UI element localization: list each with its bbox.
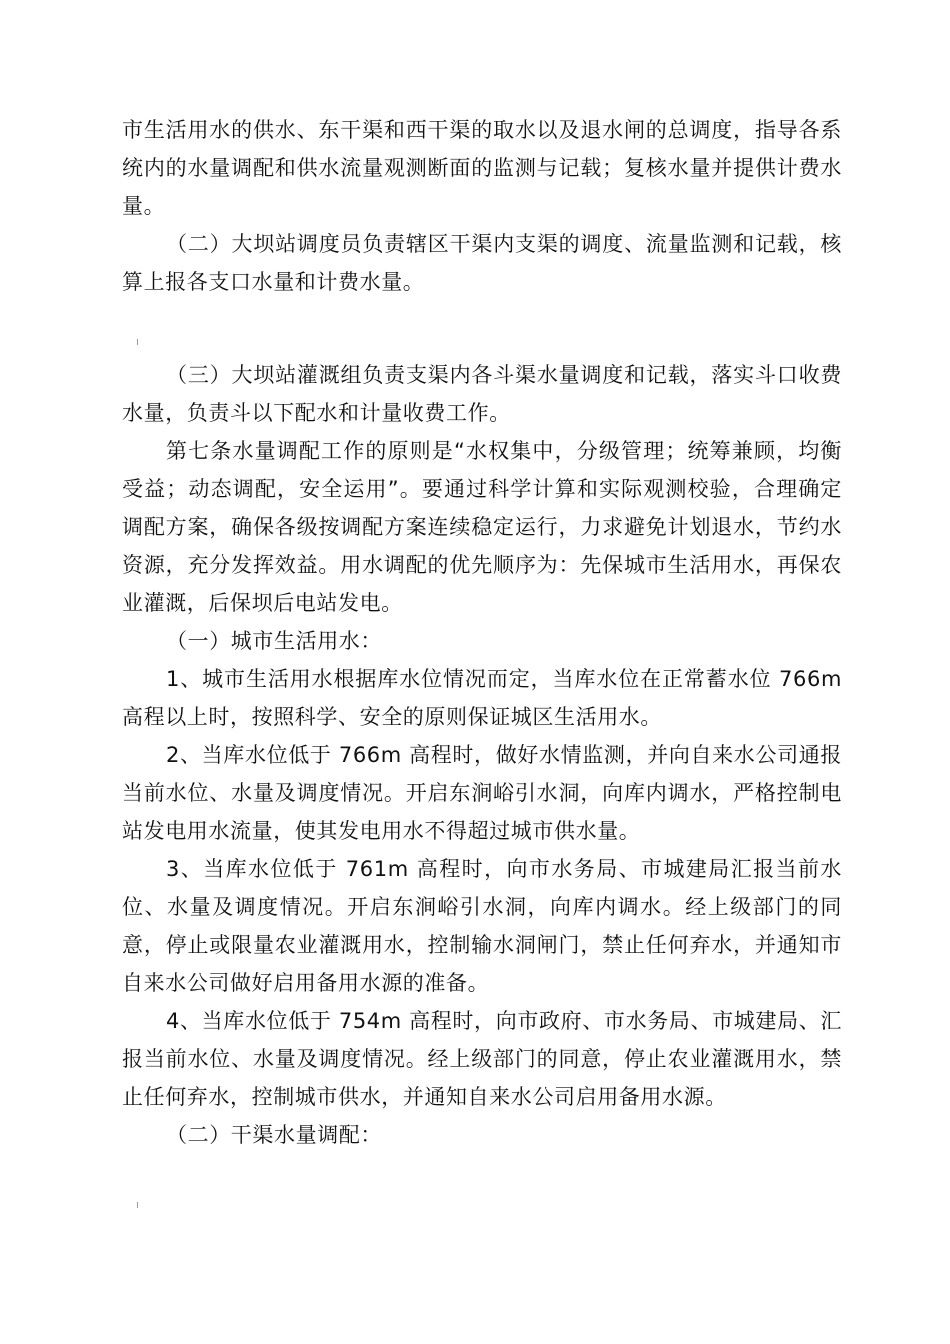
- text-section-upper: [122, 111, 842, 301]
- paragraph-item-4: 4、当库水位低于 754m 高程时，向市政府、市水务局、市城建局、汇报当前水位、水量及调度情况。经上级部门的同意，停止农业灌溉用水，禁止任何弃水，控制城市供水，并通知自来水公司启用备用水源。: [122, 1009, 842, 1109]
- paragraph-item-1: 1、城市生活用水根据库水位情况而定，当库水位在正常蓄水位 766m 高程以上时，按照科学、安全的原则保证城区生活用水。: [122, 667, 842, 729]
- paragraph-dam-station-dispatcher: （二）大坝站调度员负责辖区干渠内支渠的调度、流量监测和记载，核算上报各支口水量和计费水量。: [122, 232, 842, 294]
- paragraph-item-2: 2、当库水位低于 766m 高程时，做好水情监测，并向自来水公司通报当前水位、水量及调度情况。开启东涧峪引水洞，向库内调水，严格控制电站发电用水流量，使其发电用水不得超过城市供水量。: [122, 743, 842, 843]
- paragraph-item-3: 3、当库水位低于 761m 高程时，向市水务局、市城建局汇报当前水位、水量及调度情况。开启东涧峪引水洞，向库内调水。经上级部门的同意，停止或限量农业灌溉用水，控制输水洞闸门，禁止任何弃水，并通知市自来水公司做好启用备用水源的准备。: [122, 857, 842, 995]
- paragraph-article-seven: 第七条水量调配工作的原则是“水权集中，分级管理；统筹兼顾，均衡受益；动态调配，安全运用”。要通过科学计算和实际观测校验，合理确定调配方案，确保各级按调配方案连续稳定运行，力求避免计划退水，节约水资源，充分发挥效益。用水调配的优先顺序为：先保城市生活用水，再保农业灌溉，后保坝后电站发电。: [122, 439, 842, 615]
- paragraph-dispatch-center-duties: 市生活用水的供水、东干渠和西干渠的取水以及退水闸的总调度，指导各系统内的水量调配和供水流量观测断面的监测与记载；复核水量并提供计费水量。: [122, 118, 842, 218]
- text-section-lower: [122, 356, 842, 1154]
- heading-main-canal: （二）干渠水量调配：: [166, 1123, 382, 1147]
- section-break-marker: [137, 339, 138, 345]
- heading-urban-water: （一）城市生活用水：: [166, 629, 382, 653]
- paragraph-irrigation-group: （三）大坝站灌溉组负责支渠内各斗渠水量调度和记载，落实斗口收费水量，负责斗以下配水和计量收费工作。: [122, 363, 842, 425]
- section-break-marker: [137, 1202, 138, 1208]
